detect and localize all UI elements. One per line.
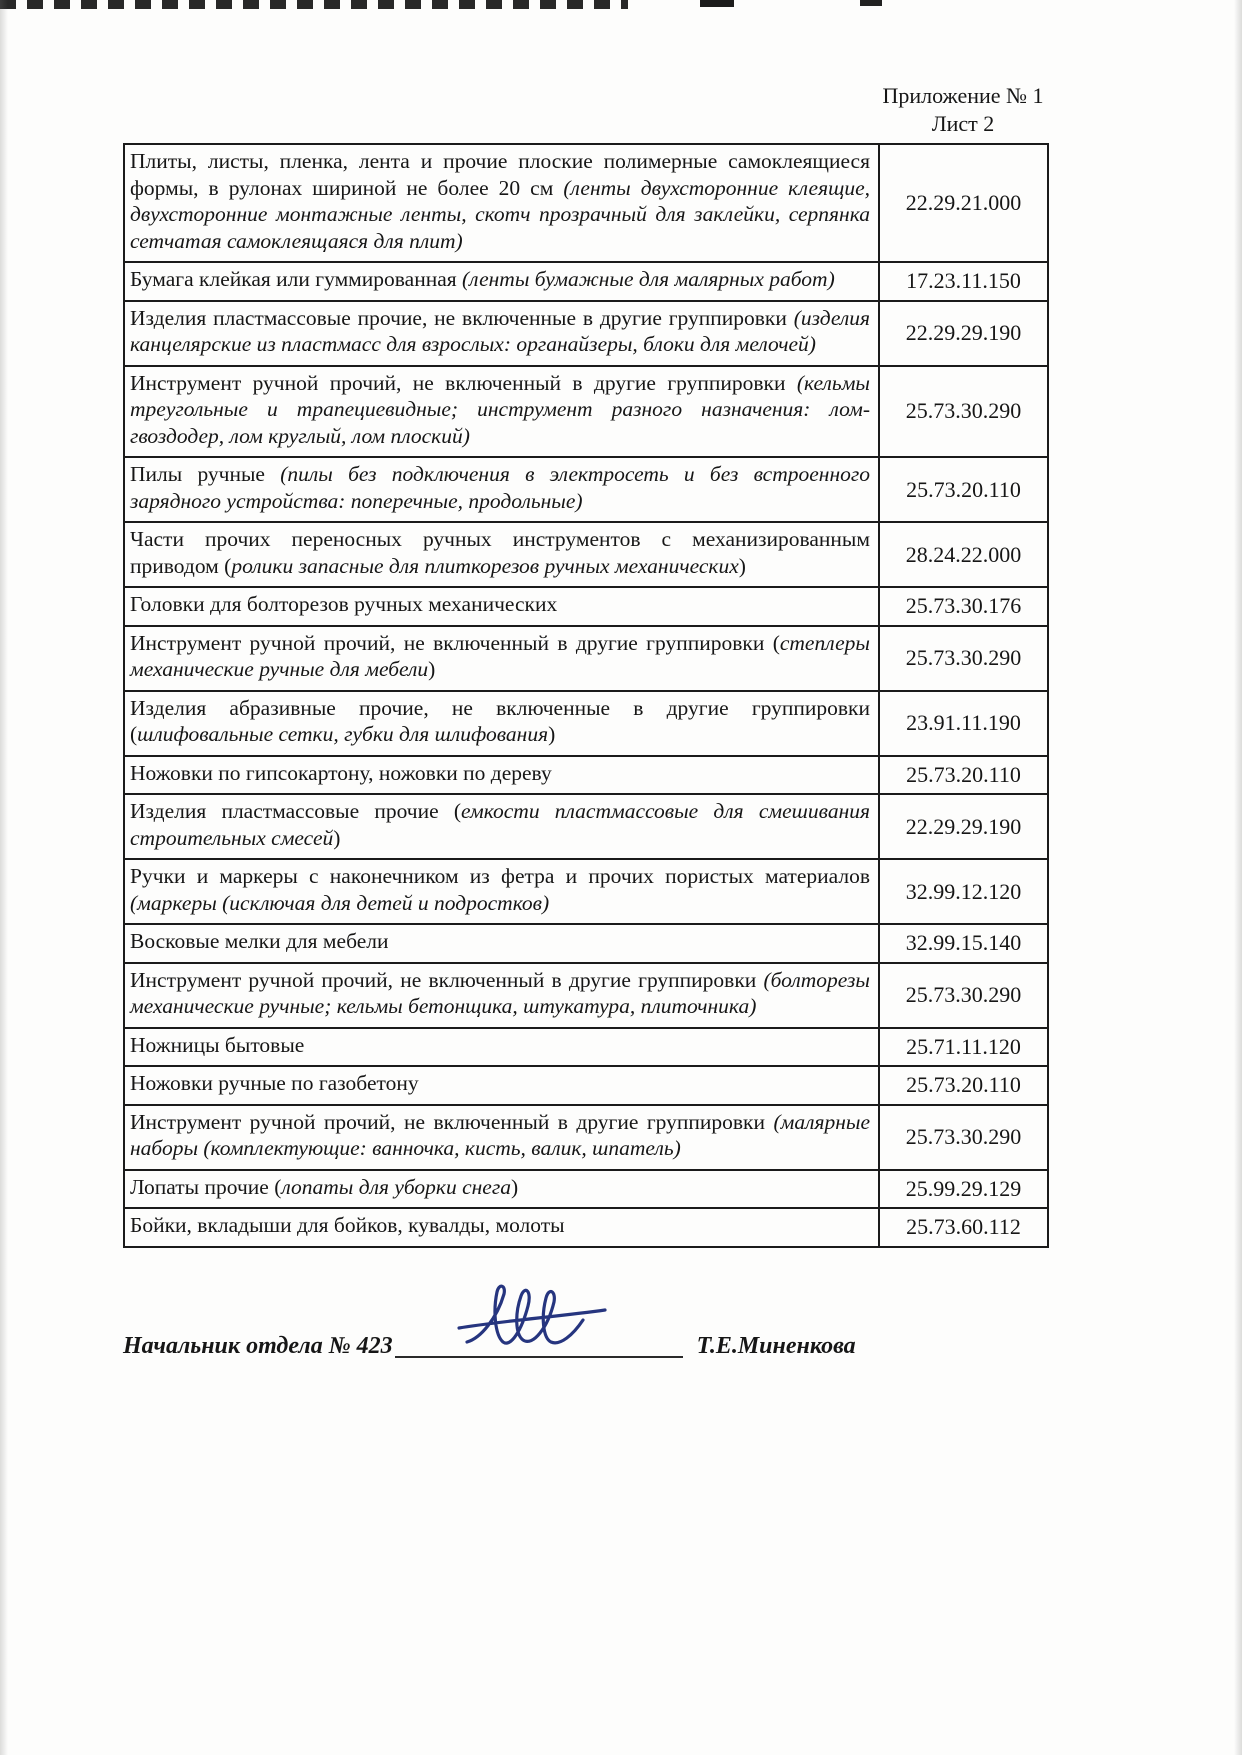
signature-block: [123, 1322, 1123, 1360]
codes-table: [123, 143, 1049, 1248]
row-code: 25.73.30.290: [879, 963, 1048, 1028]
table-row: [124, 1170, 1048, 1209]
signatory-name: Т.Е.Миненкова: [696, 1333, 856, 1359]
sheet-label: Лист 2: [931, 111, 995, 136]
description-text-segment: Изделия пластмассовые прочие, не включенные в другие группировки: [130, 305, 794, 330]
description-italic-segment: (изделия канцелярские из пластмасс для взрослых: органайзеры, блоки для мелочей): [130, 305, 870, 356]
row-description: [124, 366, 879, 458]
signatory-title: Начальник отдела № 423: [123, 1333, 393, 1359]
description-text-segment: Головки для болторезов ручных механических: [130, 592, 558, 616]
row-code: 25.71.11.120: [879, 1028, 1048, 1067]
signature-stroke: [459, 1286, 605, 1343]
description-text-segment: Плиты, листы, пленка, лента и прочие плоские полимерные самоклеящиеся формы, в рулонах шириной не более 20 см: [130, 149, 870, 200]
description-text-segment: Ножницы бытовые: [130, 1032, 305, 1057]
row-description: [124, 1105, 879, 1170]
row-description: [124, 924, 879, 963]
row-description: [124, 691, 879, 756]
scan-artifact-top-3: [860, 0, 882, 6]
description-italic-segment: (малярные наборы (комплектующие: ванночка, кисть, валик, шпатель): [130, 1109, 870, 1160]
description-italic-segment: (ленты двухсторонние клеящие, двухсторонние монтажные ленты, скотч прозрачный для заклейки, серпянка сетчатая самоклеящаяся для плит): [130, 175, 870, 253]
table-row: [124, 1066, 1048, 1105]
description-text-segment: Части прочих переносных ручных инструментов с механизированным приводом (: [130, 527, 870, 578]
row-description: [124, 626, 879, 691]
row-code: 22.29.29.190: [879, 301, 1048, 366]
scan-edge-left: [0, 0, 8, 1755]
row-description: [124, 587, 879, 626]
codes-table-body: [124, 144, 1048, 1247]
description-italic-segment: (кельмы треугольные и трапециевидные; инструмент разного назначения: лом-гвоздодер, лом круглый, лом плоский): [130, 370, 870, 448]
row-code: 25.73.20.110: [879, 457, 1048, 522]
scan-artifact-top-2: [700, 0, 734, 7]
description-text-segment: Лопаты прочие (: [130, 1174, 282, 1199]
description-text-segment: ): [548, 722, 556, 746]
row-description: [124, 301, 879, 366]
description-text-segment: ): [333, 825, 341, 850]
row-code: 25.99.29.129: [879, 1170, 1048, 1209]
table-row: [124, 522, 1048, 587]
table-row: [124, 963, 1048, 1028]
row-description: [124, 859, 879, 924]
description-text-segment: Изделия абразивные прочие, не включенные в другие группировки (: [130, 695, 870, 746]
row-code: 25.73.30.290: [879, 1105, 1048, 1170]
table-row: [124, 457, 1048, 522]
description-text-segment: Инструмент ручной прочий, не включенный в другие группировки: [130, 370, 797, 395]
description-italic-segment: степлеры механические ручные для мебели: [130, 630, 870, 681]
description-text-segment: Инструмент ручной прочий, не включенный в другие группировки (: [130, 630, 780, 655]
description-text-segment: Бумага клейкая или гуммированная: [130, 267, 463, 291]
description-text-segment: Изделия пластмассовые прочие (: [130, 799, 462, 823]
table-row: [124, 859, 1048, 924]
row-description: [124, 963, 879, 1028]
description-italic-segment: ролики запасные для плиткорезов ручных механических: [231, 553, 739, 578]
row-code: 25.73.30.290: [879, 626, 1048, 691]
description-text-segment: Ножовки по гипсокартону, ножовки по дереву: [130, 760, 552, 785]
description-text-segment: Восковые мелки для мебели: [130, 929, 389, 953]
description-italic-segment: лопаты для уборки снега: [281, 1174, 511, 1199]
appendix-label: Приложение № 1: [882, 83, 1044, 108]
row-code: 23.91.11.190: [879, 691, 1048, 756]
signature-icon: [453, 1276, 618, 1368]
row-description: [124, 1170, 879, 1209]
description-text-segment: Бойки, вкладыши для бойков, кувалды, молоты: [130, 1213, 565, 1237]
table-row: [124, 144, 1048, 262]
scan-artifact-top: [0, 0, 628, 9]
row-description: [124, 1208, 879, 1247]
row-description: [124, 1028, 879, 1067]
description-text-segment: Ножовки ручные по газобетону: [130, 1071, 419, 1095]
description-italic-segment: (маркеры (исключая для детей и подростков): [130, 890, 550, 915]
row-description: [124, 144, 879, 262]
table-row: [124, 587, 1048, 626]
row-code: 32.99.15.140: [879, 924, 1048, 963]
description-italic-segment: емкости пластмассовые для смешивания строительных смесей: [130, 799, 871, 850]
row-description: [124, 522, 879, 587]
table-row: [124, 691, 1048, 756]
table-row: [124, 1105, 1048, 1170]
scan-edge-right: [1234, 0, 1242, 1755]
row-code: 25.73.30.176: [879, 587, 1048, 626]
table-row: [124, 1208, 1048, 1247]
description-text-segment: Инструмент ручной прочий, не включенный в другие группировки: [130, 967, 764, 992]
signature-line: [395, 1322, 683, 1358]
description-text-segment: Пилы ручные: [130, 462, 281, 486]
row-description: [124, 1066, 879, 1105]
row-code: 25.73.20.110: [879, 756, 1048, 795]
table-row: [124, 301, 1048, 366]
row-description: [124, 756, 879, 795]
row-code: 17.23.11.150: [879, 262, 1048, 301]
table-row: [124, 262, 1048, 301]
description-italic-segment: (ленты бумажные для малярных работ): [462, 267, 835, 291]
row-description: [124, 457, 879, 522]
table-row: [124, 924, 1048, 963]
row-code: 22.29.29.190: [879, 794, 1048, 859]
row-code: 25.73.20.110: [879, 1066, 1048, 1105]
table-row: [124, 1028, 1048, 1067]
description-italic-segment: (болторезы механические ручные; кельмы бетонщика, штукатура, плиточника): [130, 967, 870, 1018]
description-italic-segment: (пилы без подключения в электросеть и без встроенного зарядного устройства: поперечные, продольные): [130, 462, 871, 513]
description-text-segment: Инструмент ручной прочий, не включенный в другие группировки: [130, 1109, 774, 1134]
table-row: [124, 794, 1048, 859]
row-code: 25.73.30.290: [879, 366, 1048, 458]
row-description: [124, 794, 879, 859]
description-text-segment: ): [428, 657, 436, 681]
table-row: [124, 626, 1048, 691]
table-row: [124, 756, 1048, 795]
description-text-segment: Ручки и маркеры с наконечником из фетра и прочих пористых материалов: [130, 864, 870, 888]
row-code: 25.73.60.112: [879, 1208, 1048, 1247]
description-italic-segment: шлифовальные сетки, губки для шлифования: [137, 722, 549, 746]
table-row: [124, 366, 1048, 458]
row-code: 32.99.12.120: [879, 859, 1048, 924]
row-description: [124, 262, 879, 301]
document-header: [868, 82, 1058, 138]
row-code: 22.29.21.000: [879, 144, 1048, 262]
description-text-segment: ): [510, 1174, 519, 1199]
row-code: 28.24.22.000: [879, 522, 1048, 587]
description-text-segment: ): [738, 553, 746, 578]
